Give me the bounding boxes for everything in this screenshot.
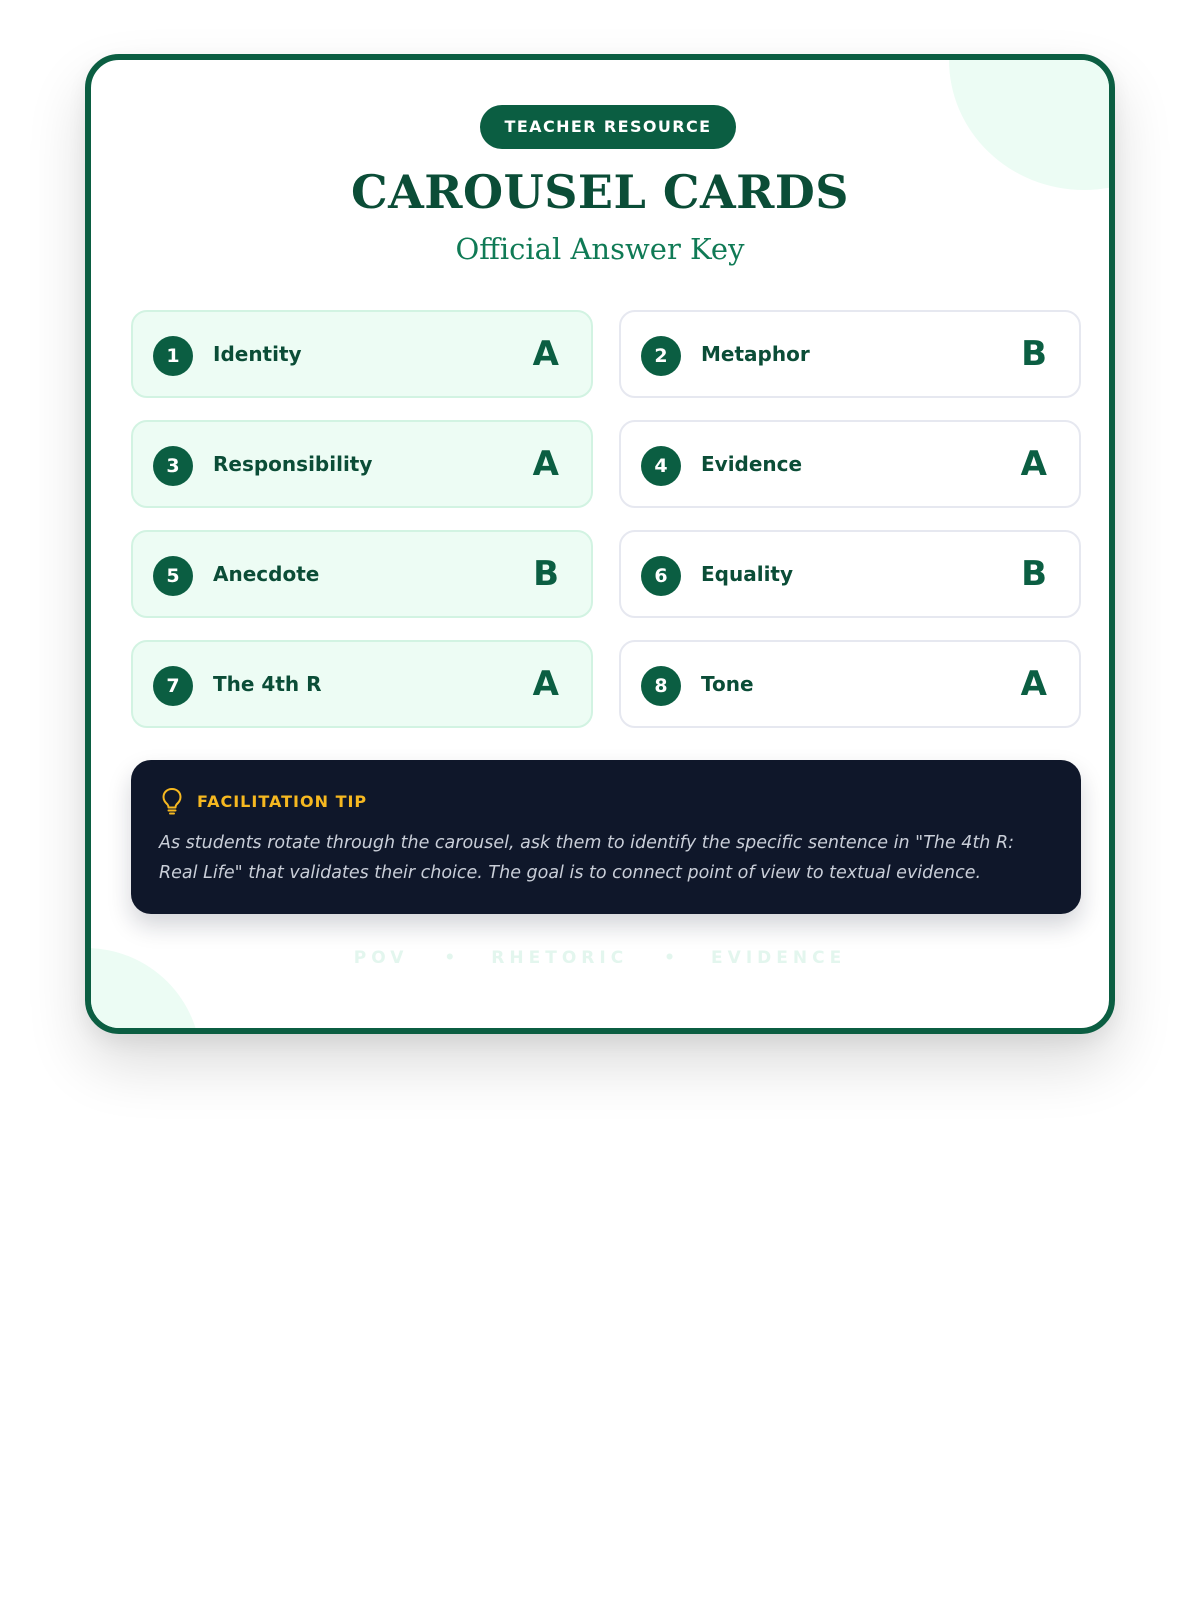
item-answer: A <box>532 664 559 704</box>
lightbulb-icon <box>159 786 185 816</box>
item-number: 6 <box>641 556 681 596</box>
item-term: Tone <box>701 672 754 696</box>
item-answer: A <box>1020 664 1047 704</box>
item-number: 2 <box>641 336 681 376</box>
item-term: Anecdote <box>213 562 320 586</box>
item-term: Metaphor <box>701 342 810 366</box>
page-subtitle: Official Answer Key <box>455 232 745 266</box>
answer-item-3 <box>131 420 593 508</box>
item-term: Responsibility <box>213 452 373 476</box>
item-term: Evidence <box>701 452 803 476</box>
tip-text: As students rotate through the carousel, ask them to identify the specific sentence in "The 4th R: Real Life" that validates their choice. The goal is to connect point of view to textual evidence. <box>159 833 1015 883</box>
answer-grid <box>131 310 1081 730</box>
footer-tag-evidence: EVIDENCE <box>711 948 847 968</box>
item-term: Identity <box>213 342 302 366</box>
item-answer: B <box>533 554 559 594</box>
footer-separator-dot: • <box>664 948 676 968</box>
item-term: The 4th R <box>213 672 322 696</box>
page-title: CAROUSEL CARDS <box>351 165 849 219</box>
footer-tag-pov: POV <box>353 948 409 968</box>
tip-header <box>159 786 1053 816</box>
item-number: 8 <box>641 666 681 706</box>
item-number: 4 <box>641 446 681 486</box>
resource-badge: TEACHER RESOURCE <box>480 105 736 149</box>
item-number: 5 <box>153 556 193 596</box>
item-answer: A <box>532 444 559 484</box>
footer-tag-rhetoric: RHETORIC <box>491 948 629 968</box>
answer-item-7 <box>131 640 593 728</box>
item-number: 3 <box>153 446 193 486</box>
item-number: 1 <box>153 336 193 376</box>
footer-separator-dot: • <box>444 948 456 968</box>
item-answer: A <box>1020 444 1047 484</box>
answer-item-8 <box>619 640 1081 728</box>
answer-item-1 <box>131 310 593 398</box>
answer-item-5 <box>131 530 593 618</box>
item-answer: A <box>532 334 559 374</box>
answer-key-card <box>85 54 1115 1034</box>
footer-tags <box>91 948 1109 968</box>
item-number: 7 <box>153 666 193 706</box>
item-term: Equality <box>701 562 794 586</box>
facilitation-tip-panel <box>131 760 1081 914</box>
tip-title: FACILITATION TIP <box>197 791 368 811</box>
item-answer: B <box>1021 554 1047 594</box>
answer-item-6 <box>619 530 1081 618</box>
item-answer: B <box>1021 334 1047 374</box>
answer-item-4 <box>619 420 1081 508</box>
answer-item-2 <box>619 310 1081 398</box>
